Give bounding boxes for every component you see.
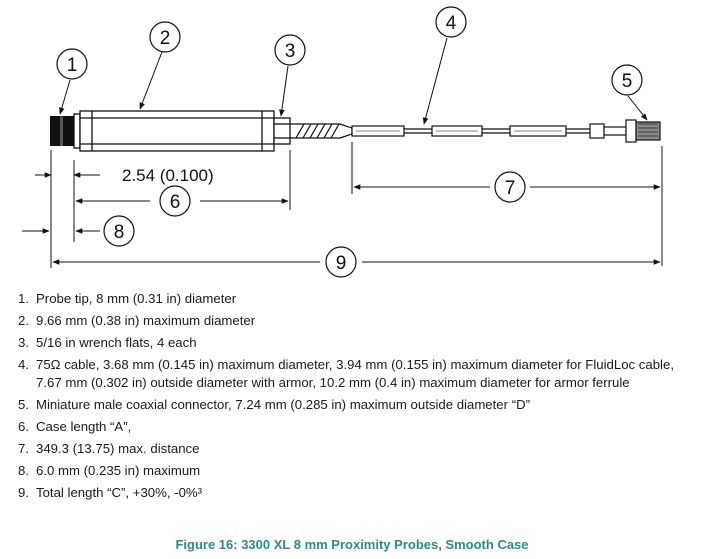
svg-text:5: 5 xyxy=(621,71,633,92)
note-item: 3. 5/16 in wrench flats, 4 each xyxy=(18,335,197,350)
dimension-tip-offset xyxy=(35,166,214,185)
note-item: 8. 6.0 mm (0.235 in) maximum xyxy=(18,463,201,478)
svg-text:4: 4 xyxy=(445,13,457,34)
svg-text:1: 1 xyxy=(66,55,78,76)
callout-5 xyxy=(612,65,642,95)
cable xyxy=(352,126,590,136)
notes-list xyxy=(18,290,678,506)
callout-1 xyxy=(57,49,87,79)
callout-6 xyxy=(160,186,190,216)
figure-caption: Figure 16: 3300 XL 8 mm Proximity Probes, Smooth Case xyxy=(175,537,529,552)
svg-text:8: 8 xyxy=(113,222,125,243)
armored-cable xyxy=(290,124,352,138)
note-item: 9. Total length “C”, +30%, -0%³ xyxy=(18,485,203,500)
callout-2 xyxy=(150,22,180,52)
coaxial-connector xyxy=(590,120,660,142)
svg-text:7: 7 xyxy=(504,178,516,199)
svg-text:6: 6 xyxy=(169,192,181,213)
wrench-flats xyxy=(274,118,290,144)
dimension-label: 2.54 (0.100) xyxy=(122,166,214,185)
note-item: 4. 75Ω cable, 3.68 mm (0.145 in) maximum diameter, 3.94 mm (0.155 in) maximum diameter for FluidLoc cable, 7.67 mm (0.302 in) outside diameter with armor, 10.2 mm (0.4 in) maximum diameter for armor ferrule xyxy=(18,357,674,390)
note-item: 2. 9.66 mm (0.38 in) maximum diameter xyxy=(18,313,256,328)
probe-tip xyxy=(50,116,74,146)
note-item: 1. Probe tip, 8 mm (0.31 in) diameter xyxy=(18,291,237,306)
note-item: 6. Case length “A”, xyxy=(18,419,132,434)
note-item: 5. Miniature male coaxial connector, 7.24 mm (0.285 in) maximum outside diameter “D” xyxy=(18,397,530,412)
callout-9 xyxy=(326,247,356,277)
extension-lines xyxy=(51,142,662,268)
callout-3 xyxy=(275,35,305,65)
callout-4 xyxy=(436,7,466,37)
note-item: 7. 349.3 (13.75) max. distance xyxy=(18,441,200,456)
probe-case xyxy=(74,111,274,151)
svg-text:3: 3 xyxy=(284,41,296,62)
svg-text:9: 9 xyxy=(335,253,347,274)
svg-text:2: 2 xyxy=(159,28,171,49)
callout-8 xyxy=(104,216,134,246)
callout-7 xyxy=(495,172,525,202)
